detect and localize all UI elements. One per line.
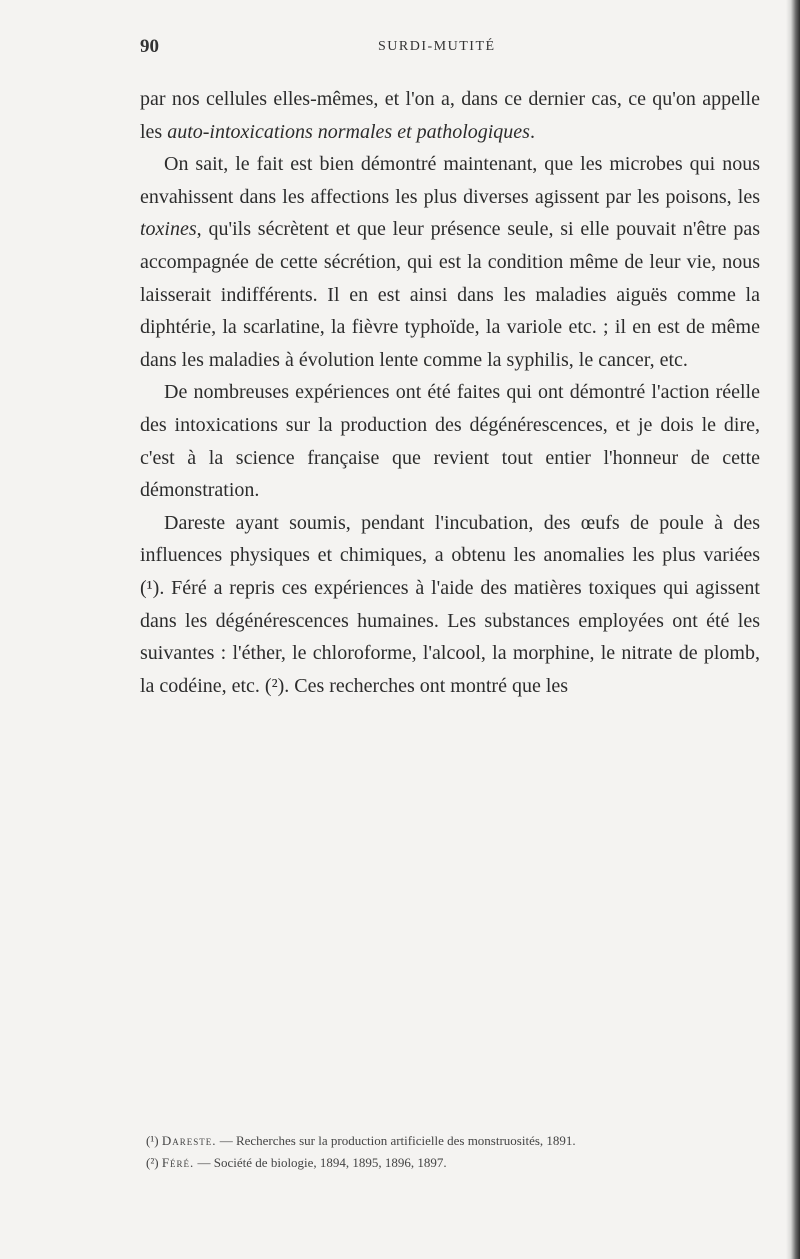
paragraph-1-italic: auto-intoxications normales et pathologiques [167,120,530,143]
paragraph-2-text: On sait, le fait est bien démontré maintenant, que les microbes qui nous envahissent dans les affections les plus diverses agissent par les poisons, les [140,153,760,208]
footnote-1-mark: (¹) [146,1133,162,1148]
body-text [140,83,760,702]
paragraph-4: Dareste ayant soumis, pendant l'incubation, des œufs de poule à des influences physiques et chimiques, a obtenu les anomalies les plus variées (¹). Féré a repris ces expériences à l'aide des matières toxiques qui agissent dans les dégénérescences humaines. Les substances employées ont été les suivantes : l'éther, le chloroforme, l'alcool, la morphine, le nitrate de plomb, la codéine, etc. (²). Ces recherches ont montré que les [140,511,760,697]
footnote-2-author: Féré. [161,1155,195,1170]
page-edge-shadow [786,0,800,1259]
paragraph-2 [140,148,760,376]
paragraph-1 [140,83,760,148]
paragraph-2-italic: toxines [140,218,197,241]
paragraph-1-text: par nos cellules elles-mêmes, et l'on a, dans ce dernier cas, ce qu'on appelle les [140,88,760,143]
footnote-1-text: — Recherches sur la production artificielle des monstruosités, 1891. [216,1133,576,1148]
footnote-1-author: Dareste. [161,1133,217,1148]
page-header [140,36,760,60]
running-head: SURDI-MUTITÉ [378,39,496,54]
paragraph-1-end: . [529,120,535,143]
paragraph-2-end: , qu'ils sécrètent et que leur présence seule, si elle pouvait n'être pas accompagnée de cette sécrétion, qui est la condition même de leur vie, nous laisserait indifférents. Il en est ainsi dans les maladies aiguës comme la diphtérie, la scarlatine, la fièvre typhoïde, la variole etc. ; il en est de même dans les maladies à évolution lente comme la syphilis, le cancer, etc. [140,218,760,371]
footnotes [140,1130,760,1174]
footnote-2-text: — Société de biologie, 1894, 1895, 1896, 1897. [194,1155,447,1170]
paragraph-3: De nombreuses expériences ont été faites qui ont démontré l'action réelle des intoxications sur la production des dégénérescences, et je dois le dire, c'est à la science française que revient tout entier l'honneur de cette démonstration. [140,381,760,502]
page-number: 90 [140,36,159,57]
footnote-1 [140,1130,760,1152]
footnote-2 [140,1152,760,1174]
footnote-2-mark: (²) [146,1155,162,1170]
